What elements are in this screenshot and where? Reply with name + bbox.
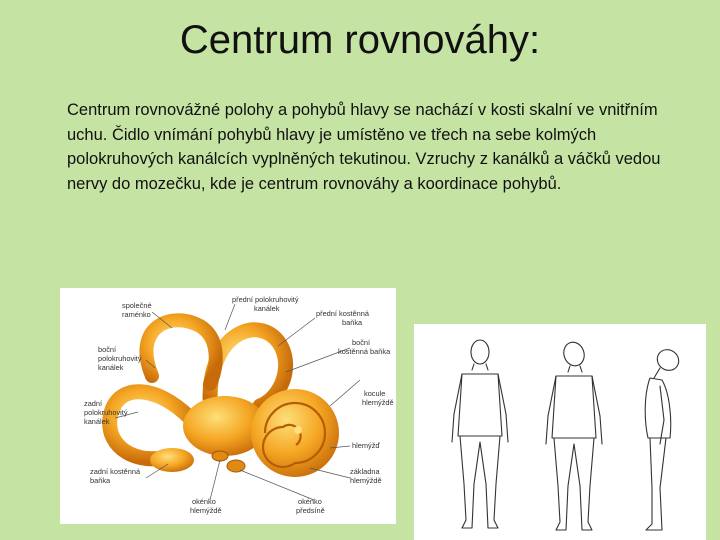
svg-text:okénko bbox=[298, 497, 322, 506]
svg-text:hlemýždě bbox=[362, 398, 394, 407]
label-okenko-hlemyzde: okénko bbox=[192, 497, 216, 506]
svg-text:boční bbox=[352, 338, 371, 347]
label-predni-banka: přední kostěnná bbox=[316, 309, 370, 318]
label-okenko-hlemyzde-2: hlemýždě bbox=[190, 506, 222, 515]
label-predni-kanalek-2: kanálek bbox=[254, 304, 280, 313]
label-zakladna: základna bbox=[350, 467, 380, 476]
svg-text:kostěnná baňka bbox=[338, 347, 391, 356]
label-spolecne-ramenko: společné bbox=[122, 301, 152, 310]
label-okenko-predsine: okénko bbox=[298, 497, 322, 506]
posture-figures bbox=[414, 324, 706, 540]
svg-text:hlemýždě bbox=[350, 476, 382, 485]
svg-text:kanálek bbox=[254, 304, 280, 313]
slide-paragraph: Centrum rovnovážné polohy a pohybů hlavy se nachází v kosti skalní ve vnitřním uchu. Čidlo vnímání pohybů hlavy je umístěno ve třech na sebe kolmých polokruhových kanálcích vyplněných tekutinou. Vzruchy z kanálků a váčků vedou nervy do mozečku, kde je centrum rovnováhy a koordinace pohybů. bbox=[67, 101, 661, 193]
svg-text:předsíně bbox=[296, 506, 325, 515]
cochlea bbox=[251, 389, 339, 477]
posture-illustration bbox=[414, 324, 706, 540]
slide-title: Centrum rovnováhy: bbox=[179, 18, 541, 62]
svg-text:kanálek bbox=[98, 363, 124, 372]
svg-text:kocule bbox=[364, 389, 385, 398]
svg-text:hlemýždě bbox=[190, 506, 222, 515]
svg-text:základna bbox=[350, 467, 380, 476]
label-zadni-banka-2: baňka bbox=[90, 476, 111, 485]
svg-text:společné bbox=[122, 301, 152, 310]
label-zadni-kanalek-3: kanálek bbox=[84, 417, 110, 426]
label-predni-kanalek: přední polokruhovitý bbox=[232, 295, 299, 304]
svg-text:přední polokruhovitý bbox=[232, 295, 299, 304]
svg-text:polokruhovitý bbox=[84, 408, 128, 417]
label-okenko-predsine-2: předsíně bbox=[296, 506, 325, 515]
inner-ear-figure bbox=[60, 288, 396, 524]
figure-front-tilted bbox=[546, 339, 602, 530]
svg-text:okénko bbox=[192, 497, 216, 506]
label-bocni-kanalek: boční bbox=[98, 345, 117, 354]
svg-text:přední kostěnná bbox=[316, 309, 370, 318]
svg-text:boční bbox=[98, 345, 117, 354]
label-bocni-kanalek-3: kanálek bbox=[98, 363, 124, 372]
svg-text:polokruhovitý bbox=[98, 354, 142, 363]
svg-text:kanálek bbox=[84, 417, 110, 426]
svg-text:baňka bbox=[90, 476, 111, 485]
svg-text:hlemýžď bbox=[352, 441, 380, 450]
figure-front-upright bbox=[452, 340, 508, 528]
label-predni-banka-2: baňka bbox=[342, 318, 363, 327]
label-zakladna-2: hlemýždě bbox=[350, 476, 382, 485]
label-zadni-banka: zadní kostěnná bbox=[90, 467, 141, 476]
svg-text:raménko bbox=[122, 310, 151, 319]
inner-ear-illustration bbox=[60, 288, 396, 524]
label-bocni-banka: boční bbox=[352, 338, 371, 347]
svg-text:zadní kostěnná bbox=[90, 467, 141, 476]
label-hlemyzd: hlemýžď bbox=[352, 441, 380, 450]
svg-text:baňka bbox=[342, 318, 363, 327]
label-kocule: kocule bbox=[364, 389, 386, 398]
label-zadni-kanalek-2: polokruhovitý bbox=[84, 408, 128, 417]
figure-side-bowed bbox=[645, 345, 683, 530]
label-bocni-banka-2: kostěnná baňka bbox=[338, 347, 391, 356]
label-bocni-kanalek-2: polokruhovitý bbox=[98, 354, 142, 363]
label-kocule-2: hlemýždě bbox=[362, 398, 394, 407]
label-zadni-kanalek: zadní bbox=[84, 399, 103, 408]
svg-text:zadní bbox=[84, 399, 103, 408]
label-spolecne-ramenko-2: raménko bbox=[122, 310, 151, 319]
